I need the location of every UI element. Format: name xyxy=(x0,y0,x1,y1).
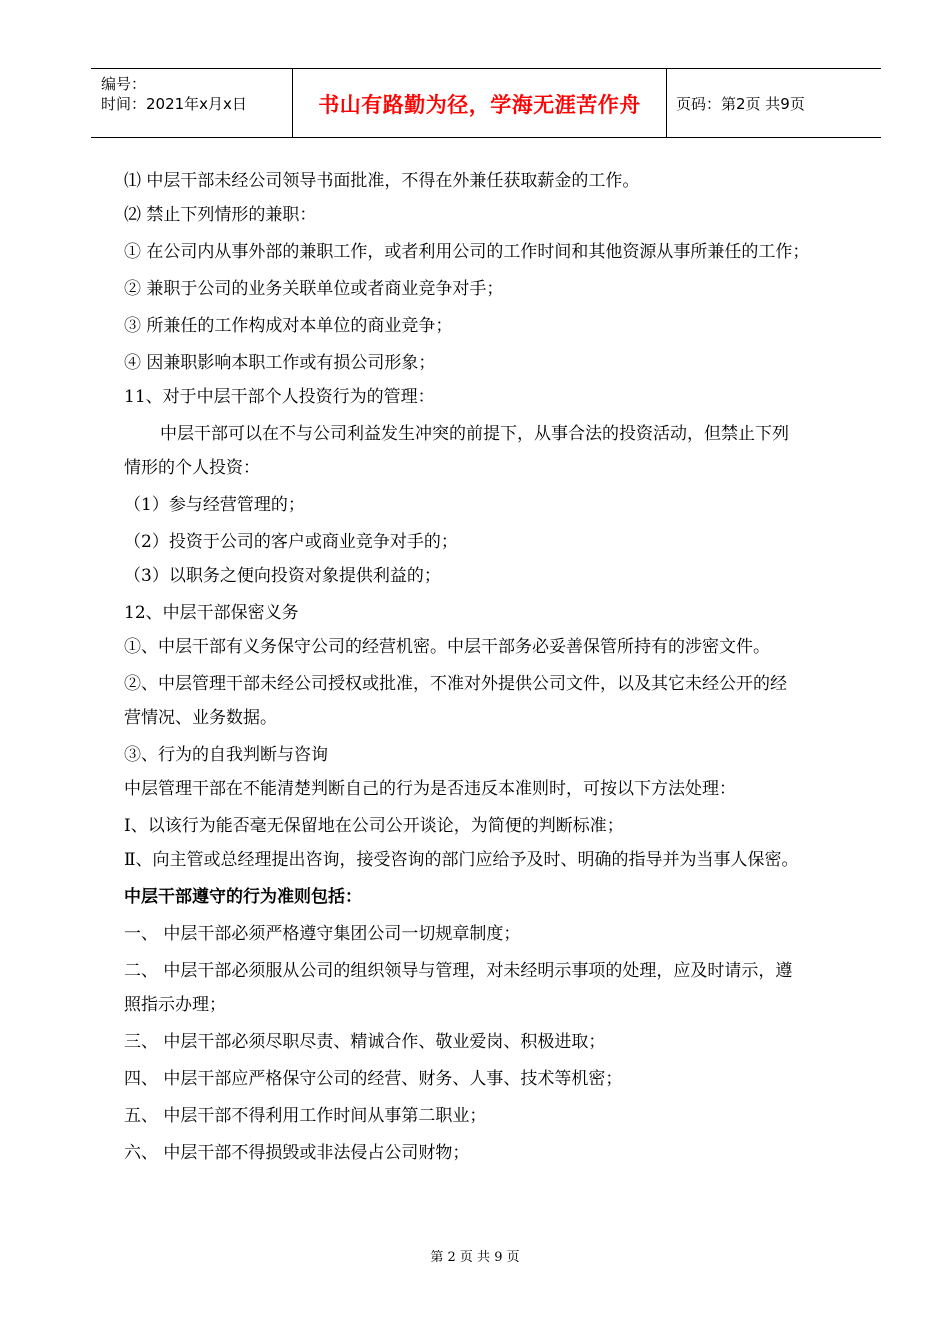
section-heading-11: 11、对于中层干部个人投资行为的管理： xyxy=(124,387,435,407)
document-number-label: 编号： xyxy=(101,75,147,93)
paragraph-line: 照指示办理； xyxy=(124,995,226,1015)
list-item: （3）以职务之便向投资对象提供利益的； xyxy=(124,566,441,586)
header-page-info: 页码：第2页 共9页 xyxy=(676,95,805,113)
paragraph-line: 中层干部可以在不与公司利益发生冲突的前提下，从事合法的投资活动，但禁止下列 xyxy=(160,424,789,444)
rule-item: 三、 中层干部必须尽职尽责、精诚合作、敬业爱岗、积极进取； xyxy=(124,1032,606,1052)
list-item: ③、行为的自我判断与咨询 xyxy=(124,745,328,765)
paragraph-line: 营情况、业务数据。 xyxy=(124,708,277,728)
page-header xyxy=(91,68,881,138)
paragraph-line: 中层管理干部在不能清楚判断自己的行为是否违反本准则时，可按以下方法处理： xyxy=(124,779,736,799)
paragraph-line: ③ 所兼任的工作构成对本单位的商业竞争； xyxy=(124,316,453,336)
header-page-cell xyxy=(666,69,881,137)
paragraph-line: ② 兼职于公司的业务关联单位或者商业竞争对手； xyxy=(124,279,504,299)
rule-item: 二、 中层干部必须服从公司的组织领导与管理，对未经明示事项的处理，应及时请示，遵 xyxy=(124,961,793,981)
list-item: Ⅰ、以该行为能否毫无保留地在公司公开谈论，为简便的判断标准； xyxy=(124,816,624,836)
document-time-label: 时间：2021年x月x日 xyxy=(101,95,247,113)
section-heading-12: 12、中层干部保密义务 xyxy=(124,603,299,623)
header-meta-cell xyxy=(91,69,292,137)
list-item: （2）投资于公司的客户或商业竞争对手的； xyxy=(124,532,458,552)
paragraph-line: ① 在公司内从事外部的兼职工作，或者利用公司的工作时间和其他资源从事所兼任的工作； xyxy=(124,242,810,262)
list-item: Ⅱ、向主管或总经理提出咨询，接受咨询的部门应给予及时、明确的指导并为当事人保密。 xyxy=(124,850,799,870)
paragraph-line: 情形的个人投资： xyxy=(124,458,260,478)
rule-item: 一、 中层干部必须严格遵守集团公司一切规章制度； xyxy=(124,924,521,944)
list-item: ①、中层干部有义务保守公司的经营机密。中层干部务必妥善保管所持有的涉密文件。 xyxy=(124,637,770,657)
header-motto: 书山有路勤为径，学海无涯苦作舟 xyxy=(318,93,641,117)
paragraph-line: ⑴ 中层干部未经公司领导书面批准，不得在外兼任获取薪金的工作。 xyxy=(124,171,640,191)
paragraph-line: ④ 因兼职影响本职工作或有损公司形象； xyxy=(124,353,436,373)
page-footer: 第 2 页 共 9 页 xyxy=(430,1250,520,1265)
list-item: （1）参与经营管理的； xyxy=(124,495,305,515)
paragraph-line: ⑵ 禁止下列情形的兼职： xyxy=(124,205,317,225)
document-body xyxy=(124,164,884,1170)
list-item: ②、中层管理干部未经公司授权或批准，不准对外提供公司文件，以及其它未经公开的经 xyxy=(124,674,787,694)
rule-item: 六、 中层干部不得损毁或非法侵占公司财物； xyxy=(124,1143,470,1163)
rule-item: 五、 中层干部不得利用工作时间从事第二职业； xyxy=(124,1106,487,1126)
header-motto-cell xyxy=(292,69,667,137)
rule-item: 四、 中层干部应严格保守公司的经营、财务、人事、技术等机密； xyxy=(124,1069,623,1089)
section-heading-conduct-rules: 中层干部遵守的行为准则包括： xyxy=(124,887,362,907)
